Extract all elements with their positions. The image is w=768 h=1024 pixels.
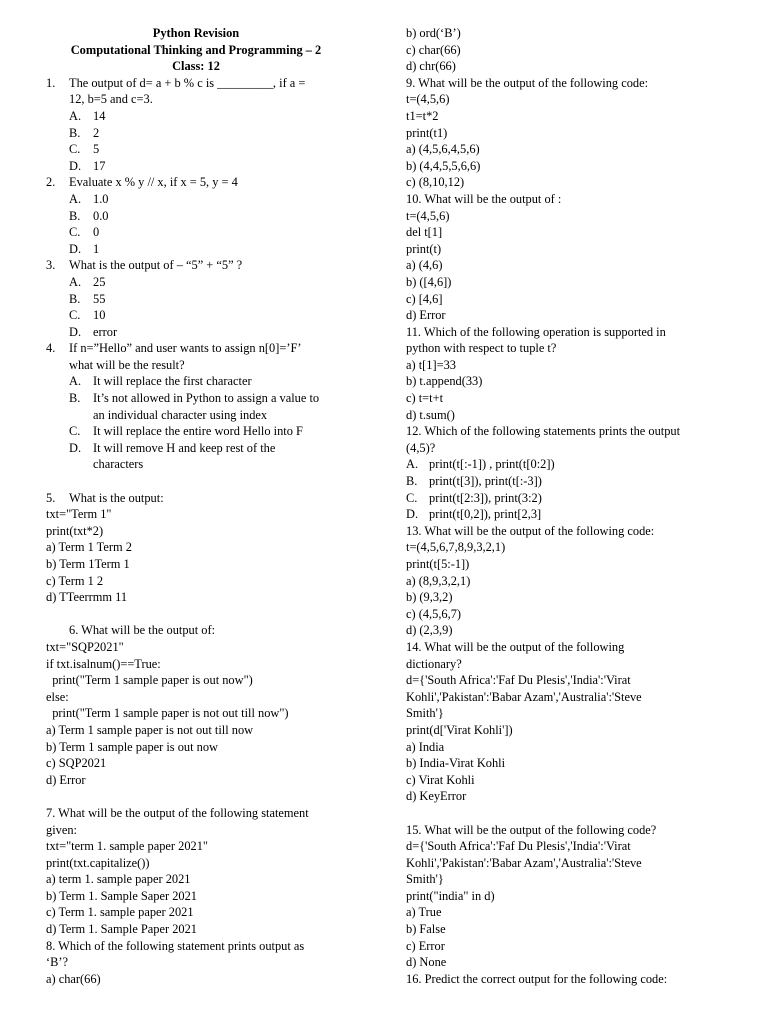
- option: A. print(t[:-1]) , print(t[0:2]): [406, 457, 555, 472]
- code-line: if txt.isalnum()==True:: [46, 656, 161, 671]
- option: b) (4,4,5,5,6,6): [406, 158, 481, 173]
- option: D. print(t[0,2]), print[2,3]: [406, 507, 542, 522]
- question-text: 16. Predict the correct output for the following code:: [406, 971, 668, 986]
- option: d) Error: [406, 308, 446, 323]
- option: a) (8,9,3,2,1): [406, 573, 471, 588]
- option: a) Term 1 sample paper is not out till now: [46, 722, 254, 737]
- question-text: 12. Which of the following statements prints the output: [406, 424, 681, 439]
- document-header: [46, 25, 346, 75]
- question-7: [46, 805, 366, 938]
- option: D. It will remove H and keep rest of the characters: [69, 440, 276, 472]
- option: c) SQP2021: [46, 756, 107, 771]
- option: c) Term 1. sample paper 2021: [46, 905, 194, 920]
- option: A. It will replace the first character: [69, 374, 252, 389]
- left-column: [46, 25, 366, 987]
- question-text: 8. Which of the following statement prints output as: [46, 938, 305, 953]
- option: b) False: [406, 922, 446, 937]
- option: b) Term 1 sample paper is out now: [46, 739, 218, 754]
- option: d) (2,3,9): [406, 623, 453, 638]
- option: a) True: [406, 905, 442, 920]
- option: b) t.append(33): [406, 374, 483, 389]
- option: D. 1: [69, 241, 100, 256]
- question-text: What is the output:: [69, 490, 164, 505]
- header-title: Python Revision: [152, 26, 240, 40]
- code-line: print(t): [406, 241, 442, 256]
- option: A. 1.0: [69, 191, 109, 206]
- option: c) char(66): [406, 42, 461, 57]
- option: c) [4,6]: [406, 291, 443, 306]
- code-line: txt="SQP2021": [46, 639, 124, 654]
- option: D. error: [69, 324, 118, 339]
- question-text: 11. Which of the following operation is supported in: [406, 324, 666, 339]
- question-text: The output of d= a + b % c is _________, if a =: [69, 75, 306, 90]
- question-text: what will be the result?: [69, 357, 185, 372]
- option: c) (8,10,12): [406, 175, 465, 190]
- option: D. 17: [69, 158, 106, 173]
- question-number: 4.: [46, 341, 56, 356]
- option: b) ord(‘B’): [406, 26, 461, 40]
- question-text: 14. What will be the output of the following: [406, 639, 625, 654]
- question-text: 15. What will be the output of the following code?: [406, 822, 657, 837]
- option: B. 55: [69, 291, 106, 306]
- option: d) TTeerrmm 11: [46, 590, 128, 605]
- code-line: t=(4,5,6): [406, 92, 450, 107]
- question-text: If n=”Hello” and user wants to assign n[0]=’F’: [69, 341, 302, 356]
- question-text: given:: [46, 822, 77, 837]
- option: a) term 1. sample paper 2021: [46, 872, 191, 887]
- code-line: else:: [46, 689, 69, 704]
- code-line: d={'South Africa':'Faf Du Plesis','India':'Virat: [406, 673, 631, 688]
- question-5: [46, 490, 366, 606]
- option: d) chr(66): [406, 59, 456, 74]
- question-text: 12, b=5 and c=3.: [69, 92, 153, 107]
- option: d) t.sum(): [406, 407, 455, 422]
- option: c) Error: [406, 938, 445, 953]
- code-line: Smith'}: [406, 706, 444, 721]
- option: a) (4,6): [406, 258, 443, 273]
- option: a) India: [406, 739, 445, 754]
- option: c) t=t+t: [406, 391, 444, 406]
- code-line: print("Term 1 sample paper is not out till now"): [46, 706, 289, 721]
- option: C. 10: [69, 308, 106, 323]
- question-15: [406, 822, 726, 971]
- option: d) Term 1. Sample Paper 2021: [46, 922, 198, 937]
- question-number: 1.: [46, 75, 56, 90]
- question-text: (4,5)?: [406, 440, 436, 455]
- option: a) t[1]=33: [406, 357, 456, 372]
- code-line: Kohli','Pakistan':'Babar Azam','Australia':'Steve: [406, 855, 642, 870]
- question-text: python with respect to tuple t?: [406, 341, 557, 356]
- option: c) (4,5,6,7): [406, 606, 462, 621]
- option: d) Error: [46, 772, 86, 787]
- question-text: dictionary?: [406, 656, 462, 671]
- option: C. 5: [69, 142, 100, 157]
- option: c) Term 1 2: [46, 573, 104, 588]
- code-line: print("Term 1 sample paper is out now"): [46, 673, 253, 688]
- header-subject: Computational Thinking and Programming – 2: [70, 42, 322, 57]
- option: d) None: [406, 955, 447, 970]
- option: b) Term 1. Sample Saper 2021: [46, 888, 198, 903]
- code-line: print(d['Virat Kohli']): [406, 722, 513, 737]
- question-text: 9. What will be the output of the following code:: [406, 75, 649, 90]
- option: B. 2: [69, 125, 100, 140]
- question-4: [46, 340, 366, 473]
- question-1: [46, 75, 366, 175]
- code-line: t=(4,5,6,7,8,9,3,2,1): [406, 540, 506, 555]
- option: a) (4,5,6,4,5,6): [406, 142, 480, 157]
- option: C. 0: [69, 225, 100, 240]
- question-14: [406, 639, 726, 805]
- question-3: [46, 257, 366, 340]
- option: B. 0.0: [69, 208, 109, 223]
- question-9: [406, 75, 726, 191]
- option: b) ([4,6]): [406, 274, 452, 289]
- option: B. print(t[3]), print(t[:-3]): [406, 474, 542, 489]
- option: C. It will replace the entire word Hello into F: [69, 424, 303, 439]
- question-text: ‘B’?: [46, 955, 69, 970]
- question-16: [406, 971, 726, 988]
- code-line: print(txt*2): [46, 523, 104, 538]
- code-line: txt="Term 1": [46, 507, 112, 522]
- question-8-continued: [406, 25, 726, 75]
- question-text: What is the output of – “5” + “5” ?: [69, 258, 243, 273]
- option: a) Term 1 Term 2: [46, 540, 132, 555]
- code-line: print(t[5:-1]): [406, 557, 470, 571]
- question-text: 7. What will be the output of the following statement: [46, 805, 309, 820]
- option: d) KeyError: [406, 789, 467, 804]
- option: A. 25: [69, 274, 106, 289]
- question-12: [406, 423, 726, 523]
- question-text: 10. What will be the output of :: [406, 191, 562, 206]
- code-line: d={'South Africa':'Faf Du Plesis','India':'Virat: [406, 839, 631, 854]
- code-line: t1=t*2: [406, 108, 439, 123]
- code-line: print("india" in d): [406, 888, 495, 903]
- option: b) (9,3,2): [406, 590, 453, 605]
- code-line: print(txt.capitalize()): [46, 855, 150, 870]
- question-number: 5.: [46, 490, 56, 505]
- code-line: del t[1]: [406, 225, 443, 240]
- option: b) India-Virat Kohli: [406, 756, 506, 771]
- option: B. It’s not allowed in Python to assign a value to an individual character using index: [69, 391, 320, 422]
- question-13: [406, 523, 726, 639]
- question-2: [46, 174, 366, 257]
- code-line: txt="term 1. sample paper 2021": [46, 839, 208, 854]
- code-line: t=(4,5,6): [406, 208, 450, 223]
- question-number: 2.: [46, 175, 56, 190]
- option: c) Virat Kohli: [406, 772, 475, 787]
- code-line: Smith'}: [406, 872, 444, 887]
- code-line: print(t1): [406, 125, 448, 140]
- question-10: [406, 191, 726, 324]
- question-text: 6. What will be the output of:: [69, 623, 216, 638]
- question-text: 13. What will be the output of the following code:: [406, 523, 655, 538]
- question-6: [46, 622, 366, 788]
- code-line: Kohli','Pakistan':'Babar Azam','Australia':'Steve: [406, 689, 642, 704]
- option: C. print(t[2:3]), print(3:2): [406, 490, 542, 505]
- right-column: [406, 25, 726, 987]
- question-11: [406, 324, 726, 424]
- question-number: 3.: [46, 258, 56, 273]
- option: a) char(66): [46, 971, 101, 986]
- question-8: [46, 938, 366, 988]
- header-class: Class: 12: [172, 59, 220, 74]
- question-text: Evaluate x % y // x, if x = 5, y = 4: [69, 175, 238, 190]
- option: b) Term 1Term 1: [46, 557, 130, 571]
- option: A. 14: [69, 108, 106, 123]
